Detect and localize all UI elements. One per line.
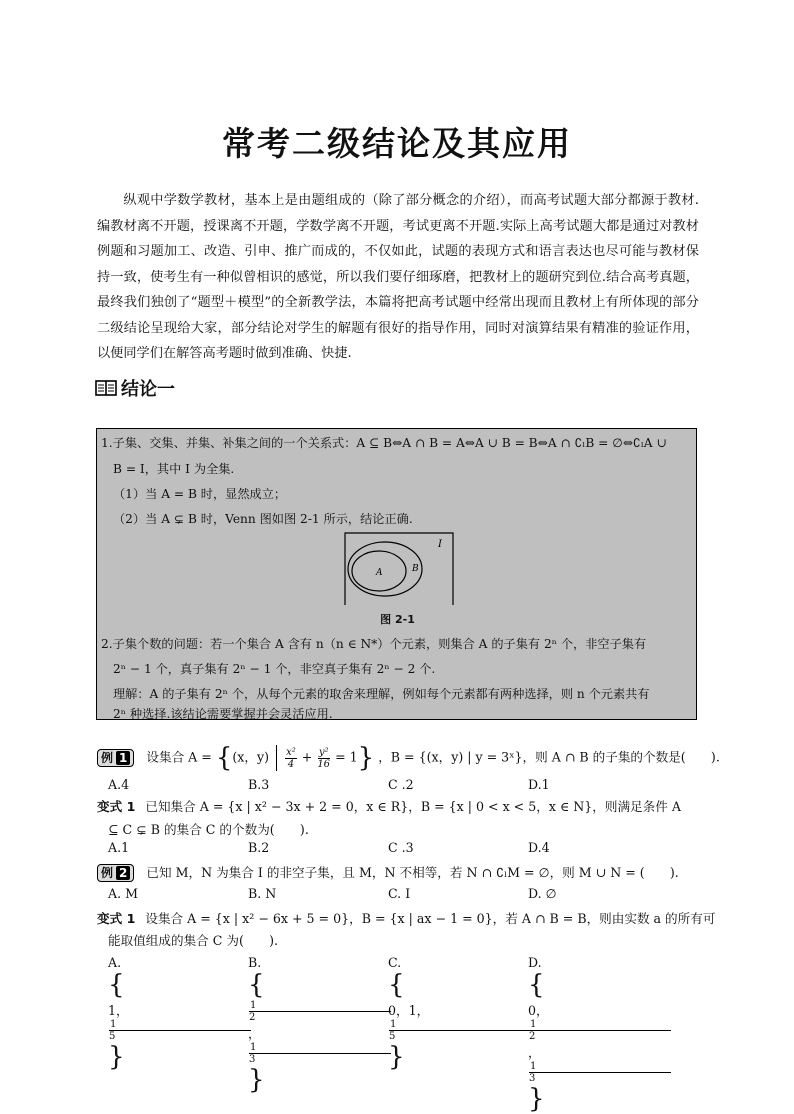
example-2-options: [108, 886, 668, 901]
venn-label-i: I: [438, 539, 442, 550]
option-b: B.3: [248, 777, 270, 792]
option-d: D.4: [528, 840, 550, 855]
example-2-tag: 例 2: [97, 864, 134, 882]
variant-1a-tag: 变式 1: [97, 799, 136, 814]
example-2-question: 例 2 已知 M，N 为集合 I 的非空子集，且 M，N 不相等，若 N ∩ ∁ₗM = ∅，则 M ∪ N = ( ).: [97, 862, 679, 882]
venn-label-a: A: [376, 568, 383, 578]
option-a: A.{1，$\frac{1}{5}$}: [108, 955, 248, 1114]
venn-label-b: B: [412, 564, 419, 574]
option-c: C .3: [388, 840, 414, 855]
page-title: 常考二级结论及其应用: [222, 124, 572, 163]
box-line-1: 1.子集、交集、并集、补集之间的一个关系式：A ⊆ B⇔A ∩ B = A⇔A ∪ B = B⇔A ∩ ∁ₗB = ∅⇔∁ₗA ∪: [101, 436, 667, 450]
option-b: B. N: [248, 886, 277, 901]
option-d: D.1: [528, 777, 550, 792]
variant-1a-line-1: 变式 1 已知集合 A = {x | x² − 3x + 2 = 0，x ∈ R}，B = {x | 0 < x < 5，x ∈ N}，则满足条件 A: [97, 799, 681, 814]
example-1-tag: 例 1: [97, 749, 134, 767]
option-b: B.2: [248, 840, 270, 855]
option-a: A.1: [108, 840, 130, 855]
option-a: A. M: [108, 886, 138, 901]
box-line-2: B = I，其中 I 为全集.: [113, 462, 235, 476]
box-line-3: （1）当 A = B 时，显然成立；: [113, 487, 287, 501]
box-line-7: 理解：A 的子集有 2ⁿ 个，从每个元素的取舍来理解，例如每个元素都有两种选择，则 n 个元素共有: [113, 687, 650, 701]
section-heading: [95, 375, 175, 401]
section-label: 结论一: [121, 379, 175, 400]
book-icon: [95, 379, 117, 397]
variant-1b-tag: 变式 1: [97, 911, 136, 926]
box-line-6: 2ⁿ − 1 个，真子集有 2ⁿ − 1 个，非空真子集有 2ⁿ − 2 个.: [113, 662, 436, 676]
example-1-question: 例 1 设集合 A = {(x，y) $\frac{\text{x²}}{4}$ + $\frac{\text{y²}}{16}$ = 1} ，B = {(x，y) | y = 3ˣ}，则 A ∩ B 的子集的个数是( ).: [97, 743, 720, 773]
option-c: C .2: [388, 777, 414, 792]
figure-caption: 图 2-1: [380, 613, 415, 626]
intro-paragraph: 纵观中学数学教材，基本上是由题组成的（除了部分概念的介绍），而高考试题大部分都源于教材.编教材离不开题，授课离不开题，学数学离不开题，考试更离不开题.实际上高考试题大都是通过对教材例题和习题加工、改造、引申、推广而成的，不仅如此，试题的表现方式和语言表达也尽可能与教材保持一致，使考生有一种似曾相识的感觉，所以我们要仔细琢磨，把教材上的题研究到位.结合高考真题，最终我们独创了“题型＋模型”的全新教学法，本篇将把高考试题中经常出现而且教材上有所体现的部分二级结论呈现给大家，部分结论对学生的解题有很好的指导作用，同时对演算结果有精准的验证作用，以便同学们在解答高考题时做到准确、快捷.: [97, 193, 699, 361]
conclusion-box: [96, 428, 697, 720]
variant-1a-line-2: ⊆ C ⊊ B 的集合 C 的个数为( ).: [108, 822, 309, 837]
option-a: A.4: [108, 777, 130, 792]
box-line-4: （2）当 A ⊊ B 时，Venn 图如图 2-1 所示，结论正确.: [113, 512, 413, 526]
variant-1b-line-1: 变式 1 设集合 A = {x | x² − 6x + 5 = 0}，B = {x | ax − 1 = 0}，若 A ∩ B = B，则由实数 a 的所有可: [97, 911, 716, 926]
box-line-5: 2.子集个数的问题：若一个集合 A 含有 n（n ∈ N*）个元素，则集合 A 的子集有 2ⁿ 个，非空子集有: [101, 637, 647, 651]
venn-diagram: [343, 531, 455, 605]
example-1-options: [108, 777, 668, 792]
variant-1b-line-2: 能取值组成的集合 C 为( ).: [108, 933, 279, 948]
option-d: D.{0，$\frac{1}{2}$，$\frac{1}{3}$}: [528, 955, 668, 1114]
option-c: C.{0，1，$\frac{1}{5}$}: [388, 955, 528, 1114]
option-b: $B.\{\frac{1}{2}$，$\frac{1}{3}$}: [248, 955, 388, 1114]
option-c: C. I: [388, 886, 411, 901]
variant-1a-options: [108, 840, 668, 855]
option-d: D. ∅: [528, 886, 557, 901]
variant-1b-options: [108, 955, 668, 1114]
box-line-8: 2ⁿ 种选择.该结论需要掌握并会灵活应用.: [113, 707, 333, 721]
